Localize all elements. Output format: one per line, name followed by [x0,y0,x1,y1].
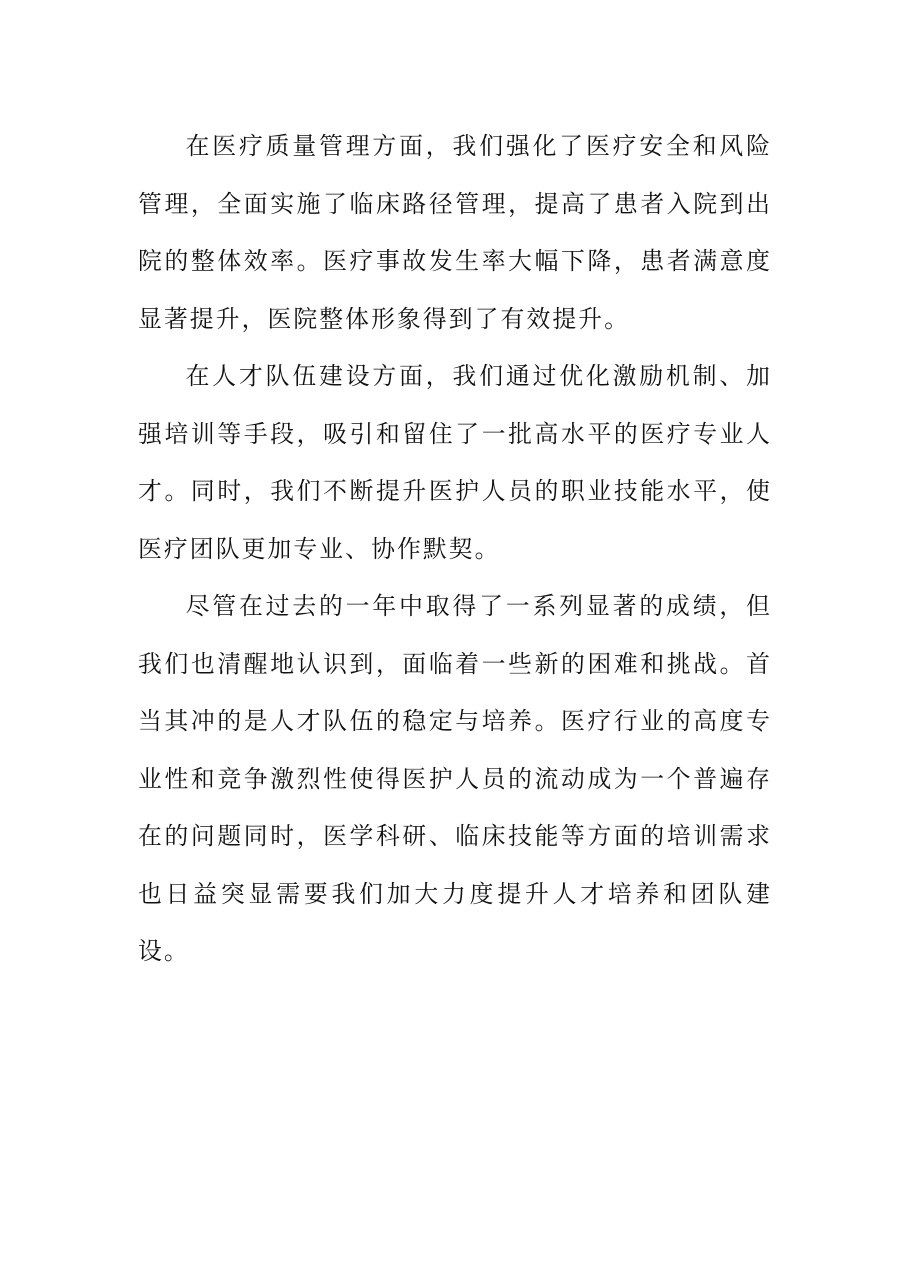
paragraph-challenges: 尽管在过去的一年中取得了一系列显著的成绩，但我们也清醒地认识到，面临着一些新的困难和挑战。首当其冲的是人才队伍的稳定与培养。医疗行业的高度专业性和竞争激烈性使得医护人员的流动成为一个普遍存在的问题同时，医学科研、临床技能等方面的培训需求也日益突显需要我们加大力度提升人才培养和团队建设。 [138,592,772,965]
paragraph-quality-management: 在医疗质量管理方面，我们强化了医疗安全和风险管理，全面实施了临床路径管理，提高了患者入院到出院的整体效率。医疗事故发生率大幅下降，患者满意度显著提升，医院整体形象得到了有效提升。 [138,132,772,333]
paragraph-talent-building: 在人才队伍建设方面，我们通过优化激励机制、加强培训等手段，吸引和留住了一批高水平的医疗专业人才。同时，我们不断提升医护人员的职业技能水平，使医疗团队更加专业、协作默契。 [138,362,772,563]
document-body [138,118,772,981]
